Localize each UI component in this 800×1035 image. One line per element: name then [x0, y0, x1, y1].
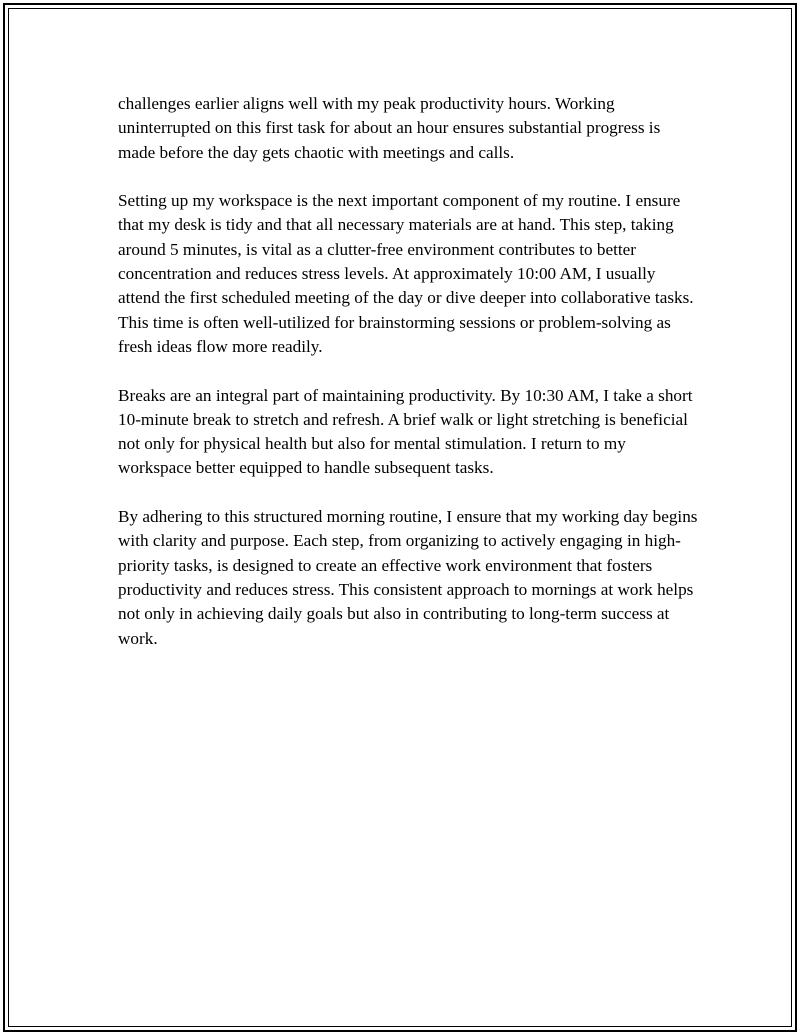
- paragraph-1: challenges earlier aligns well with my peak productivity hours. Working uninterrupted on this first task for about an hour ensures substantial progress is made before the day gets chaotic with meetings and calls.: [118, 94, 661, 162]
- paragraph-2: Setting up my workspace is the next important component of my routine. I ensure that my desk is tidy and that all necessary materials are at hand. This step, taking around 5 minutes, is vital as a clutter-free environment contributes to better concentration and reduces stress levels. At approximately 10:00 AM, I usually attend the first scheduled meeting of the day or dive deeper into collaborative tasks. This time is often well-utilized for brainstorming sessions or problem-solving as fresh ideas flow more readily.: [118, 191, 694, 356]
- document-body: [118, 92, 698, 675]
- paragraph-3: Breaks are an integral part of maintaining productivity. By 10:30 AM, I take a short 10-minute break to stretch and refresh. A brief walk or light stretching is beneficial not only for physical health but also for mental stimulation. I return to my workspace better equipped to handle subsequent tasks.: [118, 385, 693, 478]
- paragraph-4: By adhering to this structured morning routine, I ensure that my working day begins with clarity and purpose. Each step, from organizing to actively engaging in high-priority tasks, is designed to create an effective work environment that fosters productivity and reduces stress. This consistent approach to mornings at work helps not only in achieving daily goals but also in contributing to long-term success at work.: [118, 507, 698, 648]
